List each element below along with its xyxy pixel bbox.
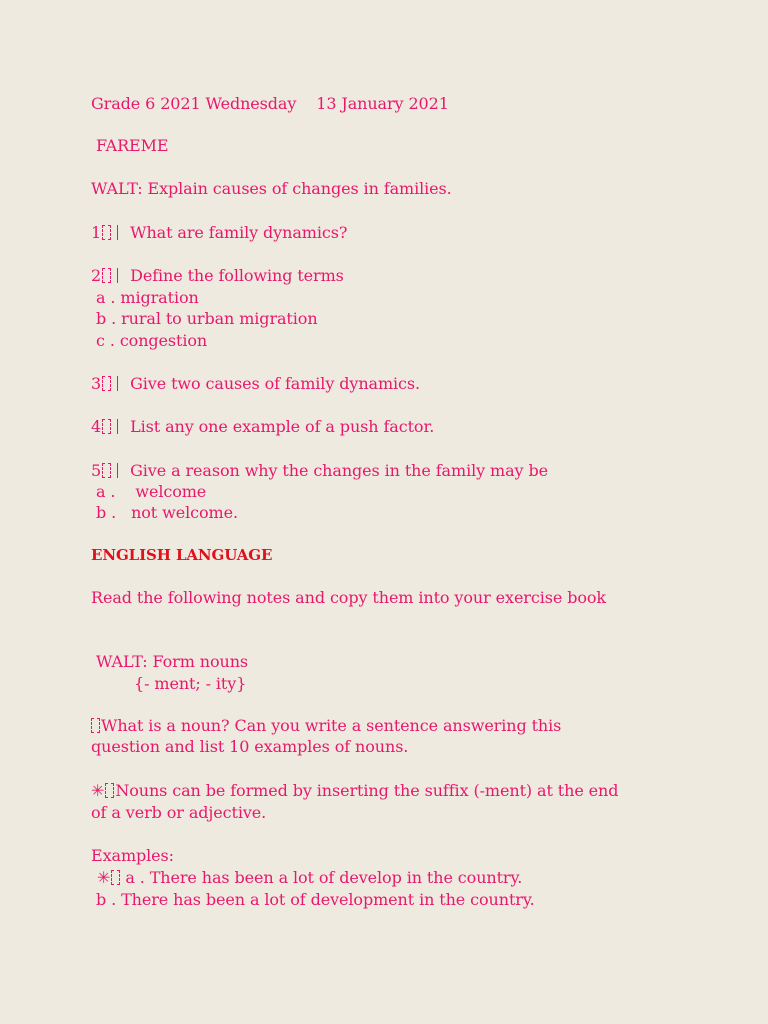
question-1-text: What are family dynamics? [130, 223, 348, 242]
note-text: Nouns can be formed by inserting the suffix (-ment) at the end [115, 781, 619, 800]
question-3 [91, 374, 420, 394]
question-2-item-b: b . rural to urban migration [96, 309, 318, 328]
question-1 [91, 223, 347, 243]
examples-label: Examples: [91, 846, 174, 865]
english-instruction: Read the following notes and copy them into your exercise book [91, 588, 607, 607]
question-2-text: Define the following terms [130, 266, 344, 285]
english-heading: ENGLISH LANGUAGE [91, 546, 273, 564]
date-line: Grade 6 2021 Wednesday 13 January 2021 [91, 94, 449, 113]
missing-glyph-icon [102, 463, 111, 478]
english-walt: WALT: Form nouns [96, 652, 249, 671]
missing-glyph-icon [102, 268, 111, 283]
list-marker-icon [112, 463, 118, 478]
question-5-item-b: b . not welcome. [96, 503, 238, 522]
list-marker-icon [112, 376, 118, 391]
missing-glyph-icon [102, 376, 111, 391]
question-5-number: 5 [91, 461, 102, 480]
missing-glyph-icon [111, 870, 120, 885]
noun-question-text: What is a noun? Can you write a sentence answering this [101, 716, 562, 735]
example-b: b . There has been a lot of development in the country. [96, 890, 535, 909]
question-2-item-c: c . congestion [96, 331, 208, 350]
fareme-walt: WALT: Explain causes of changes in families. [91, 179, 452, 198]
missing-glyph-icon [105, 783, 114, 798]
subject-title: FAREME [96, 136, 169, 155]
question-2-number: 2 [91, 266, 102, 285]
question-4-number: 4 [91, 417, 102, 436]
noun-question-line-2: question and list 10 examples of nouns. [91, 737, 409, 756]
missing-glyph-icon [102, 419, 111, 434]
question-2-item-a: a . migration [96, 288, 199, 307]
question-4-text: List any one example of a push factor. [130, 417, 435, 436]
note-line-2: of a verb or adjective. [91, 803, 267, 822]
english-walt-suffixes: {- ment; - ity} [134, 674, 247, 693]
question-2 [91, 266, 344, 286]
question-3-number: 3 [91, 374, 102, 393]
asterisk-icon: ✳ [97, 868, 111, 887]
question-4 [91, 417, 434, 437]
example-a-text: a . There has been a lot of develop in the country. [125, 868, 523, 887]
noun-question-line-1 [91, 716, 561, 736]
missing-glyph-icon [102, 225, 111, 240]
question-5 [91, 461, 548, 481]
list-marker-icon [112, 419, 118, 434]
question-5-text: Give a reason why the changes in the family may be [130, 461, 548, 480]
list-marker-icon [112, 268, 118, 283]
question-3-text: Give two causes of family dynamics. [130, 374, 421, 393]
list-marker-icon [112, 225, 118, 240]
missing-glyph-icon [91, 718, 100, 733]
question-5-item-a: a . welcome [96, 482, 207, 501]
note-line-1 [91, 781, 618, 801]
example-a [97, 868, 522, 888]
question-1-number: 1 [91, 223, 102, 242]
asterisk-icon: ✳ [91, 781, 105, 800]
